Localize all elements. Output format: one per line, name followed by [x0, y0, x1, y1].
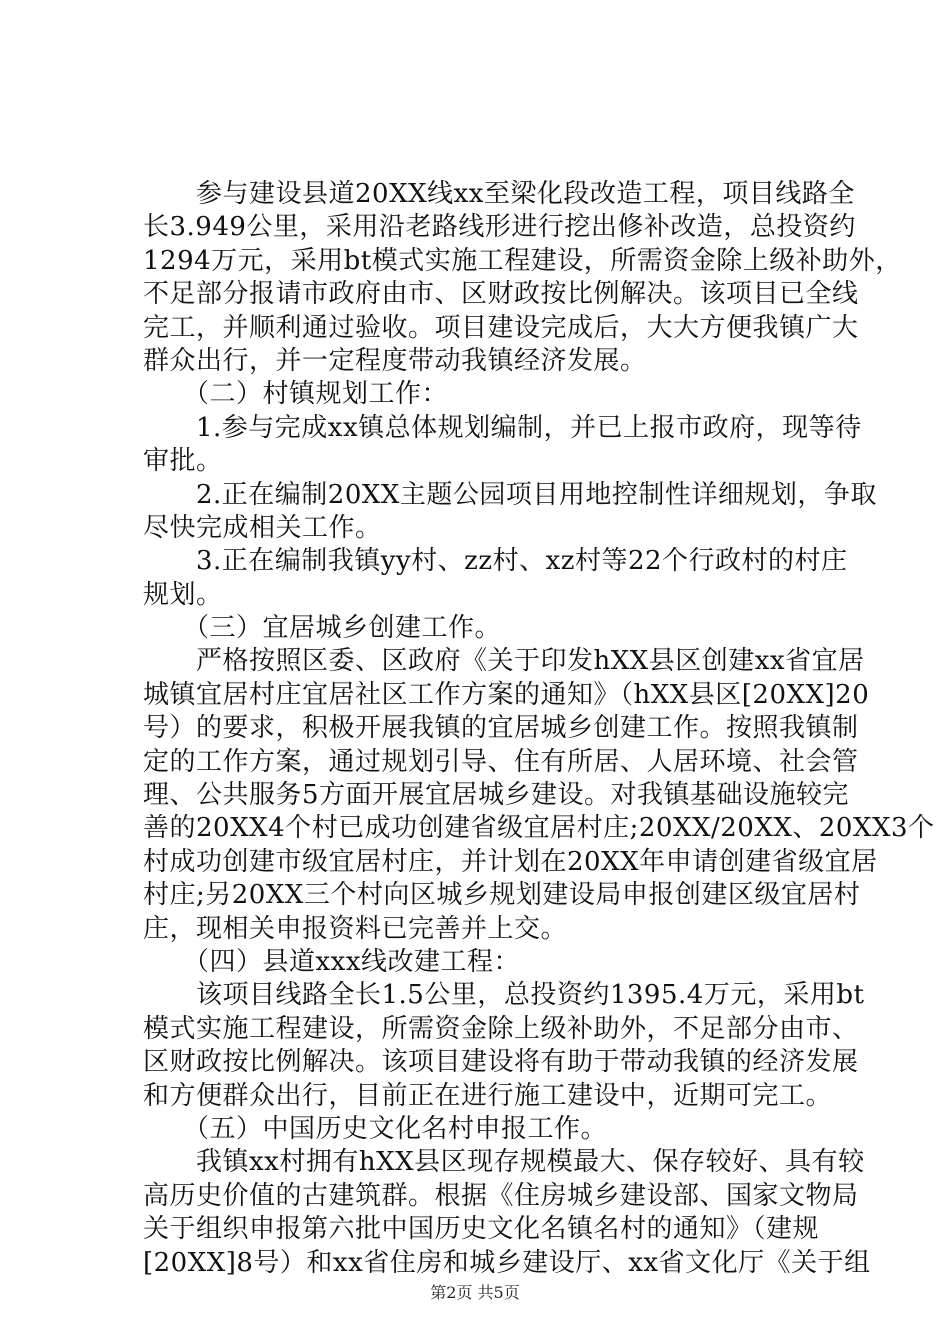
- text-line: 严格按照区委、区政府《关于印发hXX县区创建xx省宜居: [143, 646, 865, 677]
- text-line: 理、公共服务5方面开展宜居城乡建设。对我镇基础设施较完: [143, 780, 850, 811]
- section-heading: （五）中国历史文化名村申报工作。: [143, 1113, 608, 1144]
- text-line: 模式实施工程建设，所需资金除上级补助外，不足部分由市、: [143, 1013, 859, 1044]
- section-heading: （二）村镇规划工作：: [143, 379, 449, 410]
- text-line: 不足部分报请市政府由市、区财政按比例解决。该项目已全线: [143, 279, 859, 310]
- text-line: [20XX]8号）和xx省住房和城乡建设厅、xx省文化厅《关于组: [143, 1247, 871, 1278]
- text-line: 定的工作方案，通过规划引导、住有所居、人居环境、社会管: [143, 746, 859, 777]
- page-number-label: 第2页 共5页: [430, 1283, 520, 1302]
- text-line: 该项目线路全长1.5公里，总投资约1395.4万元，采用bt: [143, 980, 865, 1011]
- text-line: 审批。: [143, 446, 223, 477]
- text-line: 3.正在编制我镇yy村、zz村、xz村等22个行政村的村庄: [143, 546, 848, 577]
- text-line: 号）的要求，积极开展我镇的宜居城乡创建工作。按照我镇制: [143, 713, 859, 744]
- text-line: 关于组织申报第六批中国历史文化名镇名村的通知》（建规: [143, 1214, 820, 1245]
- text-line: 参与建设县道20XX线xx至梁化段改造工程，项目线路全: [143, 179, 855, 209]
- text-line: 善的20XX4个村已成功创建省级宜居村庄;20XX/20XX、20XX3个: [143, 813, 935, 844]
- text-line: 群众出行，并一定程度带动我镇经济发展。: [143, 345, 647, 376]
- text-line: 村庄;另20XX三个村向区城乡规划建设局申报创建区级宜居村: [143, 880, 861, 911]
- text-line: 2.正在编制20XX主题公园项目用地控制性详细规划，争取: [143, 479, 877, 510]
- text-line: 长3.949公里，采用沿老路线形进行挖出修补改造，总投资约: [143, 212, 856, 243]
- text-line: 规划。: [143, 579, 223, 610]
- text-line: 和方便群众出行，目前正在进行施工建设中，近期可完工。: [143, 1080, 833, 1111]
- text-line: 城镇宜居村庄宜居社区工作方案的通知》（hXX县区[20XX]20: [143, 679, 870, 710]
- section-heading: （三）宜居城乡创建工作。: [143, 613, 502, 644]
- text-line: 完工，并顺利通过验收。项目建设完成后，大大方便我镇广大: [143, 312, 859, 343]
- text-line: 庄，现相关申报资料已完善并上交。: [143, 913, 568, 944]
- page-footer: [0, 1283, 950, 1303]
- section-heading: （四）县道xxx线改建工程：: [143, 946, 520, 977]
- text-line: 我镇xx村拥有hXX县区现存规模最大、保存较好、具有较: [143, 1147, 865, 1178]
- text-line: 1294万元，采用bt模式实施工程建设，所需资金除上级补助外，: [143, 245, 902, 276]
- text-line: 尽快完成相关工作。: [143, 512, 382, 543]
- text-line: 高历史价值的古建筑群。根据《住房城乡建设部、国家文物局: [143, 1180, 859, 1211]
- text-line: 村成功创建市级宜居村庄，并计划在20XX年申请创建省级宜居: [143, 846, 878, 877]
- text-line: 区财政按比例解决。该项目建设将有助于带动我镇的经济发展: [143, 1047, 859, 1078]
- text-line: 1.参与完成xx镇总体规划编制，并已上报市政府，现等待: [143, 412, 862, 443]
- document-body: [143, 178, 935, 1280]
